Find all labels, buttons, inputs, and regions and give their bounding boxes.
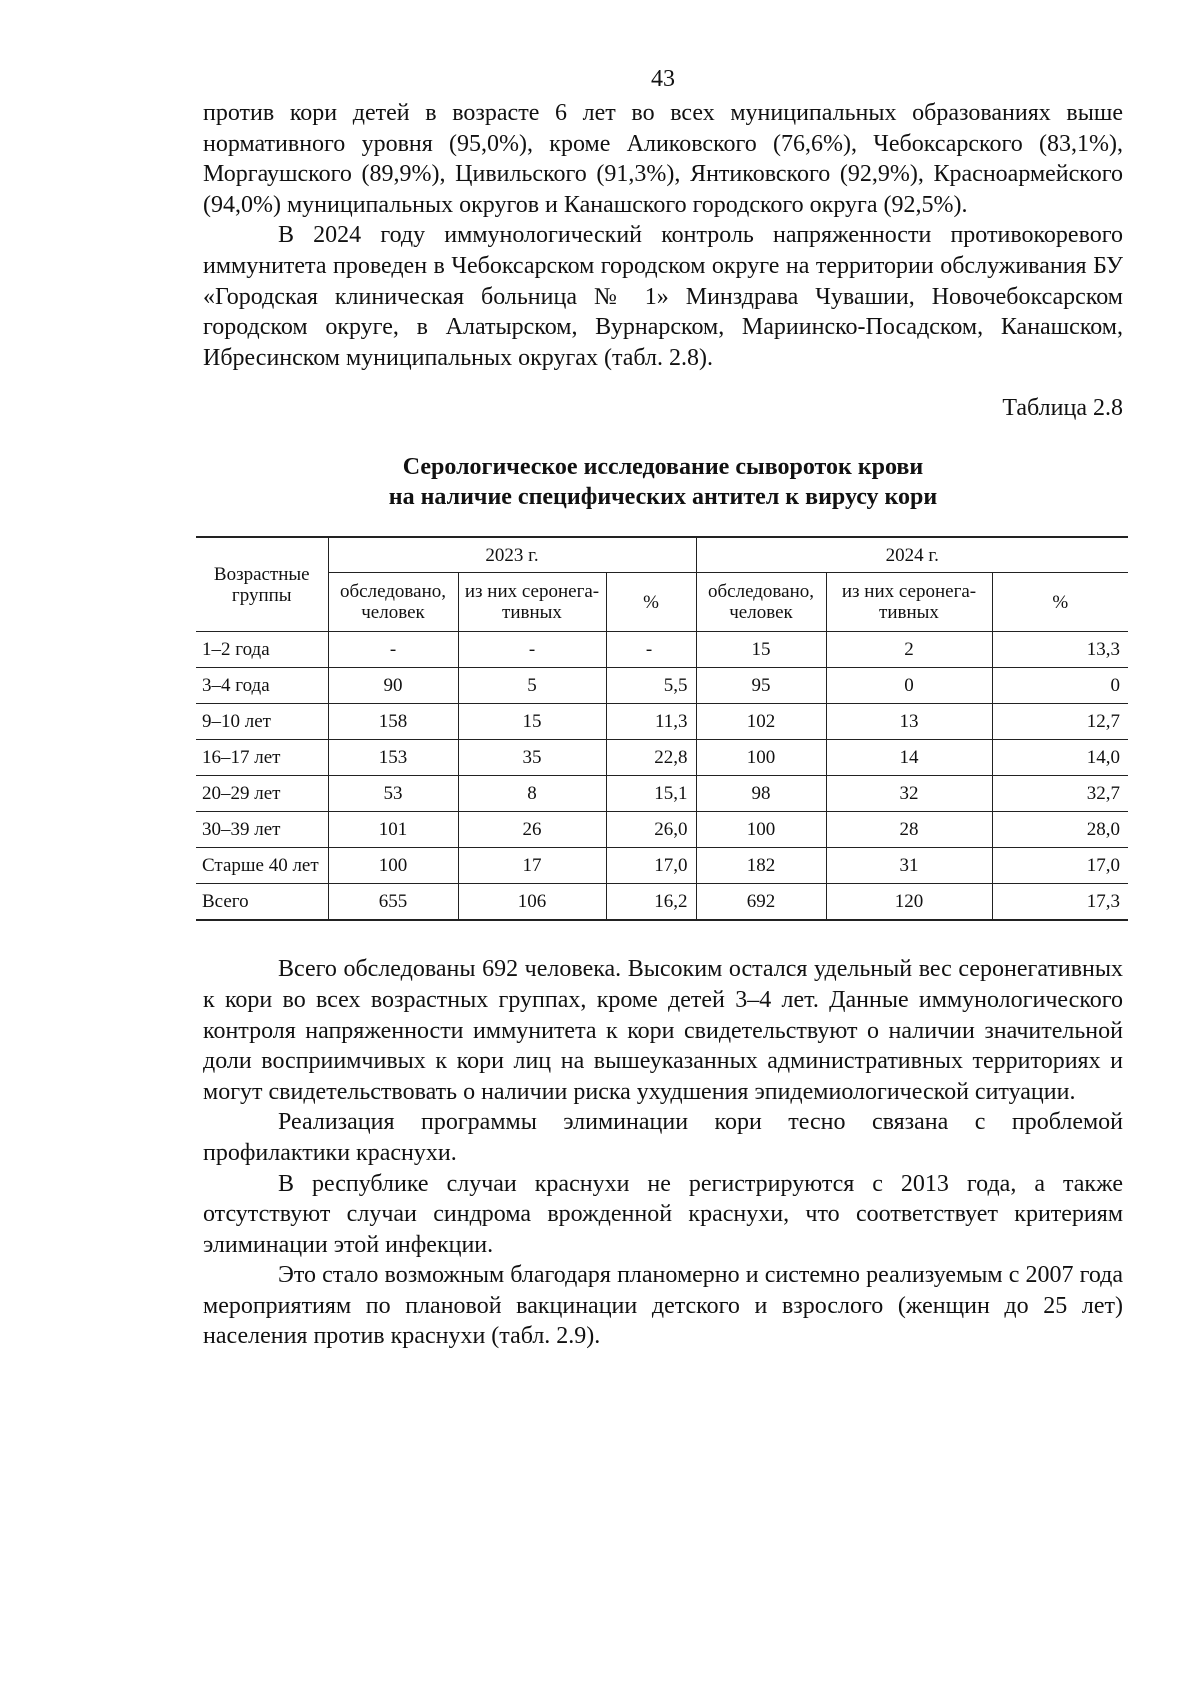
page-number: 43 — [651, 66, 675, 92]
cell-2024-seronegative: 120 — [826, 884, 992, 921]
table-header-row-years — [196, 537, 1128, 573]
cell-2024-examined: 102 — [696, 704, 826, 740]
cell-2023-examined: - — [328, 632, 458, 668]
cell-2024-examined: 15 — [696, 632, 826, 668]
cell-age-group: Старше 40 лет — [196, 848, 328, 884]
cell-2023-seronegative: - — [458, 632, 606, 668]
header-2024-examined: обследовано, человек — [696, 573, 826, 632]
cell-2023-examined: 100 — [328, 848, 458, 884]
cell-2024-percent: 28,0 — [992, 812, 1128, 848]
cell-age-group: 20–29 лет — [196, 776, 328, 812]
cell-2024-percent: 14,0 — [992, 740, 1128, 776]
cell-2023-percent: 16,2 — [606, 884, 696, 921]
cell-age-group: 30–39 лет — [196, 812, 328, 848]
cell-age-group: 16–17 лет — [196, 740, 328, 776]
cell-2023-seronegative: 8 — [458, 776, 606, 812]
paragraph-rubella-elimination: В республике случаи краснухи не регистрируются с 2013 года, а также отсутствуют случаи синдрома врожденной краснухи, что соответствует критериям элиминации этой инфекции. — [203, 1170, 1123, 1258]
header-2023-seronegative: из них серонегативных — [458, 573, 606, 632]
cell-2023-percent: 26,0 — [606, 812, 696, 848]
cell-2023-percent: 22,8 — [606, 740, 696, 776]
header-year-2024: 2024 г. — [696, 537, 1128, 573]
cell-2024-examined: 100 — [696, 812, 826, 848]
cell-2023-seronegative: 5 — [458, 668, 606, 704]
cell-2024-seronegative: 31 — [826, 848, 992, 884]
cell-age-group: Всего — [196, 884, 328, 921]
cell-2024-examined: 100 — [696, 740, 826, 776]
cell-2023-percent: 15,1 — [606, 776, 696, 812]
header-year-2023: 2023 г. — [328, 537, 696, 573]
table-row — [196, 776, 1128, 812]
cell-2023-examined: 101 — [328, 812, 458, 848]
cell-2024-seronegative: 13 — [826, 704, 992, 740]
table-row — [196, 632, 1128, 668]
serology-table — [196, 536, 1128, 921]
table-title-line-2: на наличие специфических антител к вирусу кори — [388, 484, 938, 511]
document-page — [203, 64, 1123, 1352]
cell-2024-examined: 182 — [696, 848, 826, 884]
paragraph-rubella-vaccination: Это стало возможным благодаря планомерно и системно реализуемым с 2007 года мероприятиям по плановой вакцинации детского и взрослого (женщин до 25 лет) населения против краснухи (табл. 2.9). — [203, 1262, 1123, 1350]
cell-2023-seronegative: 17 — [458, 848, 606, 884]
table-row — [196, 812, 1128, 848]
paragraph-rubella-program: Реализация программы элиминации кори тесно связана с проблемой профилактики краснухи. — [203, 1109, 1123, 1166]
cell-2023-percent: - — [606, 632, 696, 668]
cell-2024-examined: 692 — [696, 884, 826, 921]
cell-2024-seronegative: 2 — [826, 632, 992, 668]
text-after-table — [203, 954, 1123, 1352]
table-header-row-columns — [196, 573, 1128, 632]
paragraph-survey-summary: Всего обследованы 692 человека. Высоким остался удельный вес серонегативных к кори во всех возрастных группах, кроме детей 3–4 лет. Данные иммунологического контроля напряженности иммунитета к кори свидетельствуют о наличии значительной доли восприимчивых к кори лиц на вышеуказанных административных территориях и могут свидетельствовать о наличии риска ухудшения эпидемиологической ситуации. — [203, 956, 1123, 1105]
table-row — [196, 668, 1128, 704]
cell-2023-seronegative: 35 — [458, 740, 606, 776]
header-2023-examined: обследовано, человек — [328, 573, 458, 632]
cell-2024-percent: 17,0 — [992, 848, 1128, 884]
cell-2024-examined: 98 — [696, 776, 826, 812]
table-row — [196, 848, 1128, 884]
cell-2024-percent: 13,3 — [992, 632, 1128, 668]
header-2023-percent: % — [606, 573, 696, 632]
cell-2024-seronegative: 14 — [826, 740, 992, 776]
header-age-groups: Возрастные группы — [196, 537, 328, 632]
cell-2024-percent: 12,7 — [992, 704, 1128, 740]
table-row — [196, 740, 1128, 776]
header-2024-seronegative: из них серонегативных — [826, 573, 992, 632]
cell-2023-seronegative: 106 — [458, 884, 606, 921]
cell-2023-examined: 53 — [328, 776, 458, 812]
paragraph-immunological-control: В 2024 году иммунологический контроль напряженности противокоревого иммунитета проведен в Чебоксарском городском округе на территории обслуживания БУ «Городская клиническая больница № 1» Минздрава Чувашии, Новочебоксарском городском округе, в Алатырском, Вурнарском, Мариинско-Посадском, Канашском, Ибресинском муниципальных округах (табл. 2.8). — [203, 222, 1123, 371]
cell-2023-percent: 17,0 — [606, 848, 696, 884]
table-caption: Таблица 2.8 — [1002, 395, 1123, 422]
cell-age-group: 9–10 лет — [196, 704, 328, 740]
cell-2023-examined: 153 — [328, 740, 458, 776]
serology-table-container — [196, 536, 1128, 921]
table-row — [196, 704, 1128, 740]
cell-2023-percent: 5,5 — [606, 668, 696, 704]
cell-2023-examined: 90 — [328, 668, 458, 704]
table-title — [203, 452, 1123, 512]
cell-2024-seronegative: 28 — [826, 812, 992, 848]
cell-2023-percent: 11,3 — [606, 704, 696, 740]
paragraph-measles-vaccination-coverage: против кори детей в возрасте 6 лет во всех муниципальных образованиях выше нормативного уровня (95,0%), кроме Аликовского (76,6%), Чебоксарского (83,1%), Моргаушского (89,9%), Цивильского (91,3%), Янтиковского (92,9%), Красноармейского (94,0%) муниципальных округов и Канашского городского округа (92,5%). — [203, 100, 1123, 218]
cell-2023-examined: 655 — [328, 884, 458, 921]
table-title-line-1: Серологическое исследование сывороток крови — [402, 454, 924, 481]
cell-2024-percent: 0 — [992, 668, 1128, 704]
cell-2023-examined: 158 — [328, 704, 458, 740]
cell-age-group: 1–2 года — [196, 632, 328, 668]
cell-2024-seronegative: 0 — [826, 668, 992, 704]
header-2024-percent: % — [992, 573, 1128, 632]
cell-2023-seronegative: 15 — [458, 704, 606, 740]
cell-age-group: 3–4 года — [196, 668, 328, 704]
cell-2023-seronegative: 26 — [458, 812, 606, 848]
table-row-total — [196, 884, 1128, 921]
cell-2024-examined: 95 — [696, 668, 826, 704]
cell-2024-percent: 17,3 — [992, 884, 1128, 921]
cell-2024-percent: 32,7 — [992, 776, 1128, 812]
cell-2024-seronegative: 32 — [826, 776, 992, 812]
